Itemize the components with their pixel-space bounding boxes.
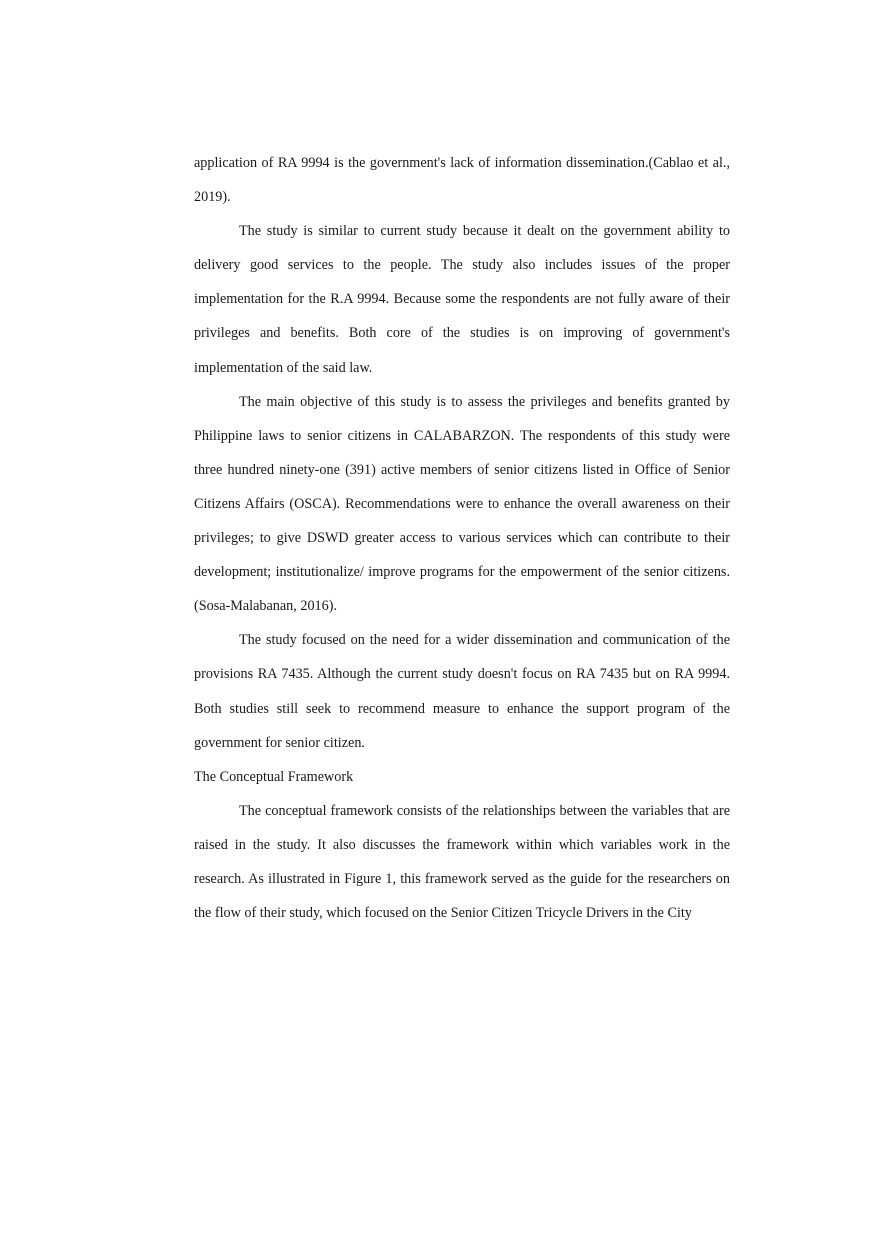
section-heading: The Conceptual Framework xyxy=(194,768,354,785)
paragraph-continuation: application of RA 9994 is the government's lack of information dissemination.(Cablao et al., 2019). xyxy=(194,155,730,206)
paragraph-conceptual-framework: The conceptual framework consists of the relationships between the variables that are raised in the study. It also discusses the framework within which variables work in the research. As illustrated in Figure 1, this framework served as the guide for the researchers on the flow of their study, which focused on the Senior Citizen Tricycle Drivers in the City xyxy=(194,802,730,922)
paragraph-similarity: The study is similar to current study because it dealt on the government ability to delivery good services to the people. The study also includes issues of the proper implementation for the R.A 9994. Because some the respondents are not fully aware of their privileges and benefits. Both core of the studies is on improving of government's implementation of the said law. xyxy=(194,223,730,376)
paragraph-dissemination: The study focused on the need for a wider dissemination and communication of the provisions RA 7435. Although the current study doesn't focus on RA 7435 but on RA 9994. Both studies still seek to recommend measure to enhance the support program of the government for senior citizen. xyxy=(194,632,730,751)
body-text xyxy=(194,146,730,930)
paragraph-objective: The main objective of this study is to assess the privileges and benefits granted by Philippine laws to senior citizens in CALABARZON. The respondents of this study were three hundred ninety-one (391) active members of senior citizens listed in Office of Senior Citizens Affairs (OSCA). Recommendations were to enhance the overall awareness on their privileges; to give DSWD greater access to various services which can contribute to their development; institutionalize/ improve programs for the empowerment of the senior citizens.(Sosa-Malabanan, 2016). xyxy=(194,393,730,615)
